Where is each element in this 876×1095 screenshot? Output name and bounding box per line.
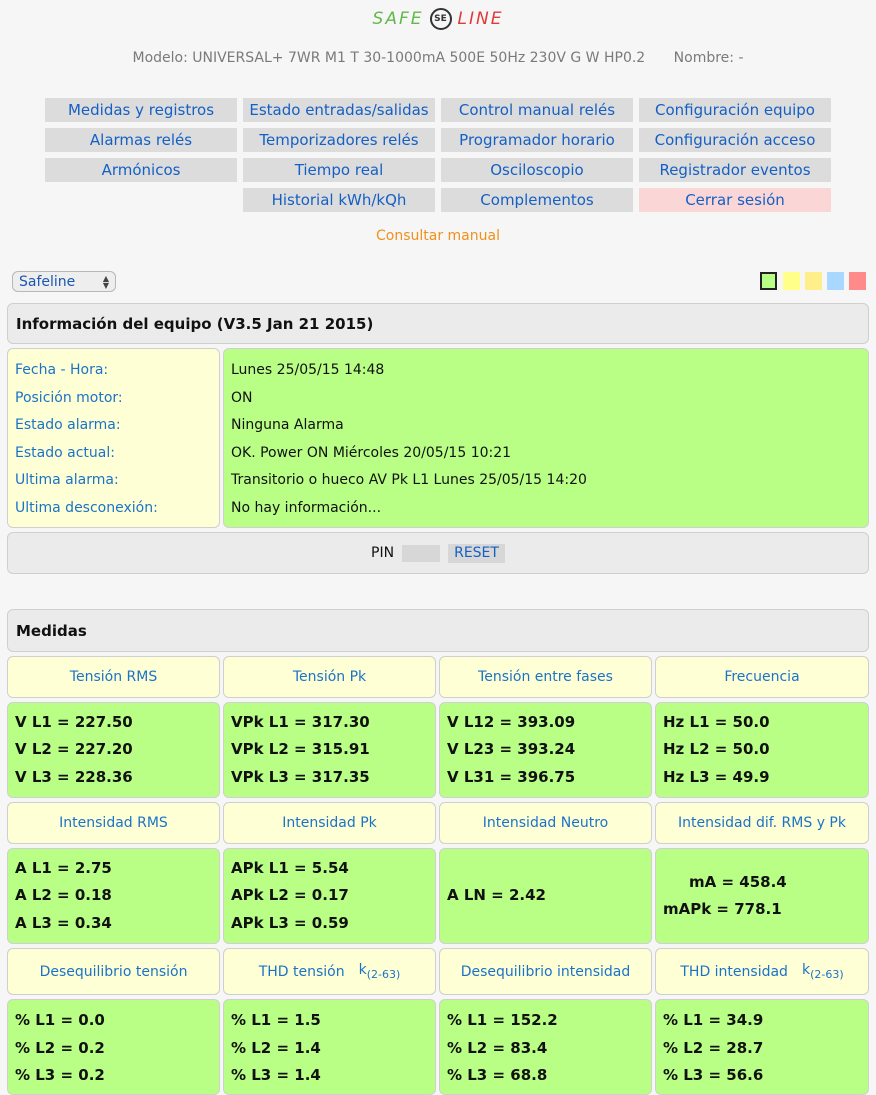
info-label-posicion-motor: Posición motor: <box>15 389 123 406</box>
value-hz-l1: Hz L1 = 50.0 <box>663 712 770 731</box>
value-a-l1: A L1 = 2.75 <box>15 858 112 877</box>
value-apk-l1: APk L1 = 5.54 <box>231 858 349 877</box>
nav-estado-entradas-salidas-button[interactable]: Estado entradas/salidas <box>243 98 435 122</box>
values-thd-intensidad <box>655 999 869 1095</box>
header-tension-entre-fases: Tensión entre fases <box>439 656 652 698</box>
value-deseq-v-l1: % L1 = 0.0 <box>15 1011 105 1029</box>
values-desequilibrio-tension <box>7 999 220 1095</box>
nav-control-manual-reles-button[interactable]: Control manual relés <box>441 98 633 122</box>
value-ma: mA = 458.4 <box>689 872 787 891</box>
device-info-title: Información del equipo (V3.5 Jan 21 2015) <box>16 314 374 333</box>
thd-tension-label: THD tensión <box>258 963 345 980</box>
value-v-l31: V L31 = 396.75 <box>447 767 576 786</box>
value-thd-v-l2: % L2 = 1.4 <box>231 1038 321 1057</box>
values-tension-rms <box>7 702 220 798</box>
reset-button[interactable]: RESET <box>448 544 505 563</box>
device-info-labels <box>7 348 220 528</box>
values-tension-pk <box>223 702 436 798</box>
info-label-ultima-desconexion: Ultima desconexión: <box>15 499 158 516</box>
header-intensidad-neutro: Intensidad Neutro <box>439 802 652 844</box>
value-apk-l3: APk L3 = 0.59 <box>231 913 349 932</box>
nav-programador-horario-button[interactable]: Programador horario <box>441 128 633 152</box>
values-desequilibrio-intensidad <box>439 999 652 1095</box>
nav-historial-kwh-button[interactable]: Historial kWh/kQh <box>243 188 435 212</box>
device-name-text: Nombre: - <box>673 50 744 66</box>
color-swatch-light-yellow[interactable] <box>805 272 822 290</box>
value-thd-v-l1: % L1 = 1.5 <box>231 1011 321 1029</box>
device-info-title-bar <box>7 303 869 344</box>
header-thd-intensidad <box>655 948 869 995</box>
value-thd-a-l3: % L3 = 56.6 <box>663 1066 764 1084</box>
nav-registrador-eventos-button[interactable]: Registrador eventos <box>639 158 831 182</box>
pin-label: PIN <box>371 545 395 561</box>
color-swatch-green[interactable] <box>760 272 777 290</box>
info-value-fecha: Lunes 25/05/15 14:48 <box>231 362 385 378</box>
values-thd-tension <box>223 999 436 1095</box>
logo-text-safe: SAFE <box>372 9 424 29</box>
nav-temporizadores-reles-button[interactable]: Temporizadores relés <box>243 128 435 152</box>
model-text: Modelo: UNIVERSAL+ 7WR M1 T 30-1000mA 500E 50Hz 230V G W HP0.2 <box>132 50 646 66</box>
info-label-estado-alarma: Estado alarma: <box>15 417 121 433</box>
nav-medidas-registros-button[interactable]: Medidas y registros <box>45 98 237 122</box>
nav-configuracion-acceso-button[interactable]: Configuración acceso <box>639 128 831 152</box>
value-a-l3: A L3 = 0.34 <box>15 913 112 932</box>
pin-input[interactable] <box>402 545 440 562</box>
header-desequilibrio-intensidad: Desequilibrio intensidad <box>439 948 652 995</box>
header-desequilibrio-tension: Desequilibrio tensión <box>7 948 220 995</box>
nav-alarmas-reles-button[interactable]: Alarmas relés <box>45 128 237 152</box>
value-a-l2: A L2 = 0.18 <box>15 886 112 905</box>
value-thd-v-l3: % L3 = 1.4 <box>231 1066 321 1084</box>
color-swatch-yellow[interactable] <box>783 272 800 290</box>
thd-intensidad-k: $k_{(2-63)}$ <box>801 962 844 981</box>
value-deseq-v-l3: % L3 = 0.2 <box>15 1066 105 1084</box>
value-thd-a-l2: % L2 = 28.7 <box>663 1038 764 1057</box>
values-tension-entre-fases <box>439 702 652 798</box>
header-frecuencia: Frecuencia <box>655 656 869 698</box>
header-tension-rms: Tensión RMS <box>7 656 220 698</box>
value-v-l12: V L12 = 393.09 <box>447 712 576 731</box>
logo-mark-icon: SE <box>430 8 452 30</box>
nav-armonicos-button[interactable]: Armónicos <box>45 158 237 182</box>
value-vpk-l2: VPk L2 = 315.91 <box>231 740 370 759</box>
value-hz-l2: Hz L2 = 50.0 <box>663 740 770 759</box>
value-apk-l2: APk L2 = 0.17 <box>231 886 349 905</box>
value-deseq-a-l3: % L3 = 68.8 <box>447 1066 548 1084</box>
header-intensidad-dif: Intensidad dif. RMS y Pk <box>655 802 869 844</box>
value-v-l3: V L3 = 228.36 <box>15 767 133 786</box>
manual-link[interactable]: Consultar manual <box>376 228 500 244</box>
color-swatch-red[interactable] <box>849 272 866 290</box>
device-select[interactable] <box>12 271 116 292</box>
thd-intensidad-label: THD intensidad <box>680 963 788 980</box>
info-label-fecha: Fecha - Hora: <box>15 362 109 378</box>
info-value-ultima-desconexion: No hay información... <box>231 499 382 516</box>
value-deseq-v-l2: % L2 = 0.2 <box>15 1038 105 1057</box>
logo-text-line: LINE <box>457 9 504 29</box>
value-v-l23: V L23 = 393.24 <box>447 740 576 759</box>
nav-complementos-button[interactable]: Complementos <box>441 188 633 212</box>
logout-button[interactable]: Cerrar sesión <box>639 188 831 212</box>
value-deseq-a-l2: % L2 = 83.4 <box>447 1038 548 1057</box>
header-intensidad-pk: Intensidad Pk <box>223 802 436 844</box>
measures-title: Medidas <box>16 621 87 640</box>
info-label-ultima-alarma: Ultima alarma: <box>15 472 119 488</box>
values-frecuencia <box>655 702 869 798</box>
header-intensidad-rms: Intensidad RMS <box>7 802 220 844</box>
values-intensidad-pk <box>223 848 436 944</box>
values-intensidad-rms <box>7 848 220 944</box>
info-value-posicion-motor: ON <box>231 389 253 406</box>
value-thd-a-l1: % L1 = 34.9 <box>663 1011 764 1029</box>
info-label-estado-actual: Estado actual: <box>15 444 115 461</box>
header-thd-tension <box>223 948 436 995</box>
device-select-value: Safeline <box>19 273 76 290</box>
info-value-estado-alarma: Ninguna Alarma <box>231 417 344 433</box>
value-mapk: mAPk = 778.1 <box>663 900 782 918</box>
device-info-values <box>223 348 869 528</box>
info-value-ultima-alarma: Transitorio o hueco AV Pk L1 Lunes 25/05/15 14:20 <box>231 472 587 488</box>
thd-tension-k: $k_{(2-63)}$ <box>358 962 401 981</box>
info-value-estado-actual: OK. Power ON Miércoles 20/05/15 10:21 <box>231 444 512 461</box>
value-v-l1: V L1 = 227.50 <box>15 712 133 731</box>
value-vpk-l3: VPk L3 = 317.35 <box>231 767 370 786</box>
value-deseq-a-l1: % L1 = 152.2 <box>447 1011 558 1029</box>
header-tension-pk: Tensión Pk <box>223 656 436 698</box>
value-a-ln: A LN = 2.42 <box>447 886 546 905</box>
pin-reset-bar <box>7 532 869 574</box>
color-swatch-blue[interactable] <box>827 272 844 290</box>
nav-osciloscopio-button[interactable]: Osciloscopio <box>441 158 633 182</box>
safeline-logo <box>0 5 876 33</box>
value-vpk-l1: VPk L1 = 317.30 <box>231 712 370 731</box>
values-intensidad-dif <box>655 848 869 944</box>
values-intensidad-neutro <box>439 848 652 944</box>
select-arrows-icon: ▲ ▼ <box>102 273 109 290</box>
nav-tiempo-real-button[interactable]: Tiempo real <box>243 158 435 182</box>
device-model-line <box>0 50 876 66</box>
measures-title-bar <box>7 609 869 652</box>
value-v-l2: V L2 = 227.20 <box>15 740 133 759</box>
nav-configuracion-equipo-button[interactable]: Configuración equipo <box>639 98 831 122</box>
value-hz-l3: Hz L3 = 49.9 <box>663 767 770 786</box>
